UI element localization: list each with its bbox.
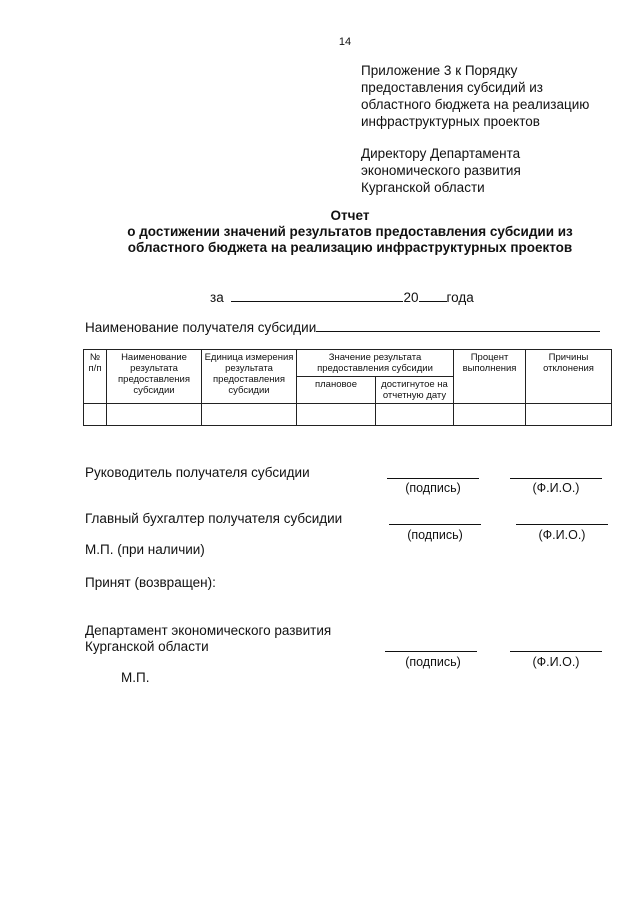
addressee-line: Курганской области [361,180,485,195]
header-number: № п/п [84,350,107,404]
table-cell[interactable] [454,404,526,426]
table-header-row [84,350,612,377]
report-title-line: о достижении значений результатов предоставления субсидии из [127,224,573,239]
recipient-label: Наименование получателя субсидии [85,320,317,335]
appendix-line: областного бюджета на реализацию [361,97,590,112]
recipient-blank[interactable] [316,319,600,332]
head-signature-line[interactable] [387,478,479,479]
period-year-prefix: 20 [403,290,419,305]
department-line: Департамент экономического развития [85,623,332,638]
table-cell[interactable] [84,404,107,426]
report-title-line: областного бюджета на реализацию инфраструктурных проектов [127,240,573,255]
addressee-line: Директору Департамента [361,146,521,161]
appendix-line: предоставления субсидий из [361,80,543,95]
appendix-line: инфраструктурных проектов [361,114,540,129]
period-suffix: года [446,290,474,305]
table-cell[interactable] [107,404,202,426]
table-cell[interactable] [297,404,376,426]
header-value-group: Значение результата предоставления субсидии [297,350,454,377]
report-heading: Отчет [330,208,370,223]
addressee [361,145,521,196]
header-planned: плановое [297,377,376,404]
header-percent: Процент выполнения [454,350,526,404]
header-reasons: Причины отклонения [526,350,612,404]
signature-caption: (подпись) [405,481,461,495]
accountant-signature-line[interactable] [389,524,481,525]
period-blank[interactable] [231,289,403,302]
period-prefix: за [210,290,224,305]
recipient-row [85,319,600,335]
stamp-optional: М.П. (при наличии) [85,542,205,557]
table-row [84,404,612,426]
accountant-name-line[interactable] [516,524,608,525]
name-caption: (Ф.И.О.) [538,528,586,542]
table-cell[interactable] [376,404,454,426]
department-name-line[interactable] [510,651,602,652]
department-line: Курганской области [85,639,209,654]
signature-caption: (подпись) [407,528,463,542]
department-signature-line[interactable] [385,651,477,652]
table-cell[interactable] [526,404,612,426]
appendix-line: Приложение 3 к Порядку [361,63,518,78]
table-cell[interactable] [202,404,297,426]
page-number: 14 [338,36,352,48]
stamp-mark: М.П. [121,670,150,685]
head-label: Руководитель получателя субсидии [85,465,310,480]
year-blank[interactable] [419,289,447,302]
header-achieved: достигнутое на отчетную дату [376,377,454,404]
header-result-name: Наименование результата предоставления субсидии [107,350,202,404]
report-table [83,349,612,426]
signature-caption: (подпись) [405,655,461,669]
report-title [60,208,640,256]
head-name-line[interactable] [510,478,602,479]
report-period [210,289,474,305]
header-unit: Единица измерения результата предоставления субсидии [202,350,297,404]
addressee-line: экономического развития [361,163,521,178]
accountant-label: Главный бухгалтер получателя субсидии [85,511,343,526]
accepted-label: Принят (возвращен): [85,575,216,590]
appendix-note [361,62,589,130]
name-caption: (Ф.И.О.) [532,655,580,669]
name-caption: (Ф.И.О.) [532,481,580,495]
